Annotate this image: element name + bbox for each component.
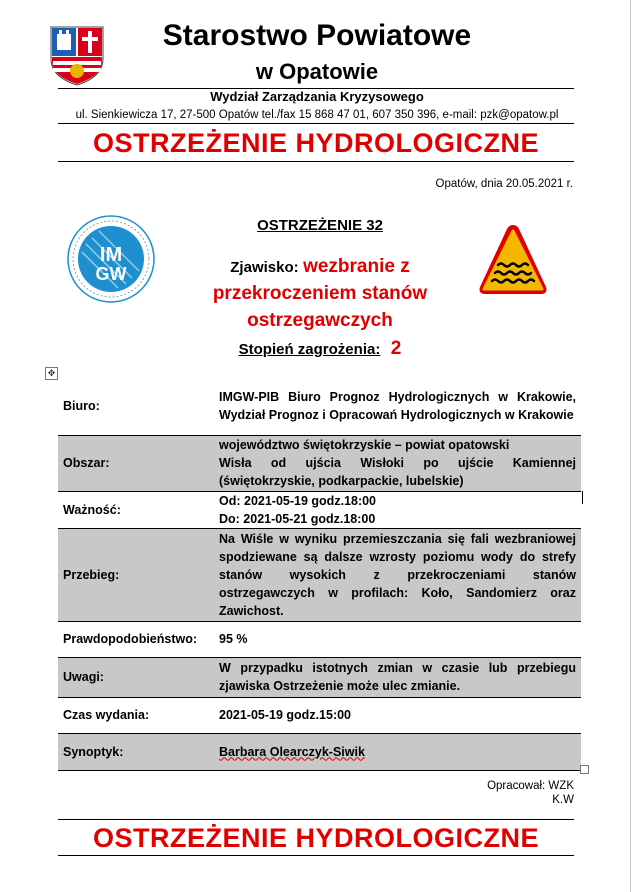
table-row-course <box>58 528 581 621</box>
flood-warning-triangle-icon <box>476 221 550 299</box>
prepared-by-line-2: K.W <box>552 794 574 806</box>
warning-number: OSTRZEŻENIE 32 <box>257 217 383 234</box>
threat-level-label: Stopień zagrożenia: <box>238 341 381 358</box>
row-value: IMGW-PIB Biuro Prognoz Hydrologicznych w Krakowie, Wydział Prognoz i Opracowań Hydrologicznych w Krakowie <box>219 390 576 423</box>
row-value: Barbara Olearczyk-Siwik <box>214 733 581 770</box>
page-edge <box>630 0 631 892</box>
warning-banner-top: OSTRZEŻENIE HYDROLOGICZNE <box>92 128 540 158</box>
row-value: W przypadku istotnych zmian w czasie lub przebiegu zjawiska Ostrzeżenie może ulec zmianie. <box>214 657 581 697</box>
row-label: Uwagi: <box>58 657 214 697</box>
row-label: Synoptyk: <box>58 733 214 770</box>
table-row-remarks <box>58 657 581 697</box>
prepared-by-line-1: Opracował: WZK <box>487 780 574 792</box>
issue-date: Opatów, dnia 20.05.2021 r. <box>435 178 573 190</box>
row-label: Przebieg: <box>58 528 214 621</box>
threat-level <box>170 337 470 362</box>
office-subtitle: w Opatowie <box>255 59 379 84</box>
text-cursor <box>582 491 583 504</box>
table-row-probability <box>58 621 581 657</box>
row-label: Czas wydania: <box>63 708 150 722</box>
imgw-logo-icon <box>66 214 156 304</box>
row-label: Biuro: <box>63 399 100 414</box>
county-coat-of-arms-icon <box>49 25 105 87</box>
contact-address: ul. Sienkiewicza 17, 27-500 Opatów tel./fax 15 868 47 01, 607 350 396, e-mail: pzk@opatow.pl <box>75 109 559 121</box>
warning-banner-bottom: OSTRZEŻENIE HYDROLOGICZNE <box>92 823 540 853</box>
table-row-office <box>58 378 581 435</box>
row-value: Od: 2021-05-19 godz.18:00 Do: 2021-05-21 godz.18:00 <box>219 493 377 526</box>
imgw-logo-top-text: IM <box>99 244 123 266</box>
warning-details-table <box>58 378 581 771</box>
imgw-logo-bottom-text: GW <box>95 264 127 284</box>
table-resize-handle[interactable] <box>580 765 589 774</box>
row-label: Obszar: <box>58 435 214 491</box>
table-row-forecaster <box>58 733 581 770</box>
table-move-handle[interactable]: ✥ <box>45 367 58 380</box>
footer-divider-top <box>58 819 574 820</box>
row-label: Ważność: <box>63 502 121 517</box>
row-value: 95 % <box>219 632 248 646</box>
address-divider <box>58 123 574 124</box>
row-value: 2021-05-19 godz.15:00 <box>219 708 352 722</box>
footer-divider-bottom <box>58 855 574 856</box>
office-title: Starostwo Powiatowe <box>162 19 472 52</box>
phenomenon-line-3: ostrzegawczych <box>247 310 393 331</box>
phenomenon-line-2: przekroczeniem stanów <box>212 283 428 304</box>
table-row-area <box>58 435 581 491</box>
threat-level-value: 2 <box>390 338 402 359</box>
phenomenon-line-1 <box>170 254 470 281</box>
table-row-issue-time <box>58 697 581 733</box>
banner-divider <box>58 161 574 162</box>
table-row-validity <box>58 491 581 528</box>
department-name: Wydział Zarządzania Kryzysowego <box>210 89 424 104</box>
row-value: województwo świętokrzyskie – powiat opatowski Wisła od ujścia Wisłoki po ujście Kamiennej (świętokrzyskie, podkarpackie, lubelskie) <box>214 435 581 491</box>
prepared-by <box>400 779 574 807</box>
phenomenon-value-1: wezbranie z <box>303 256 410 277</box>
row-label: Prawdopodobieństwo: <box>63 632 198 646</box>
phenomenon-label: Zjawisko: <box>230 259 299 276</box>
row-value: Na Wiśle w wyniku przemieszczania się fali wezbraniowej spodziewane są dalsze wzrosty poziomu wody do strefy stanów wysokich z przekroczeniami stanów ostrzegawczych w profilach: Koło, Sandomierz oraz Zawichost. <box>214 528 581 621</box>
